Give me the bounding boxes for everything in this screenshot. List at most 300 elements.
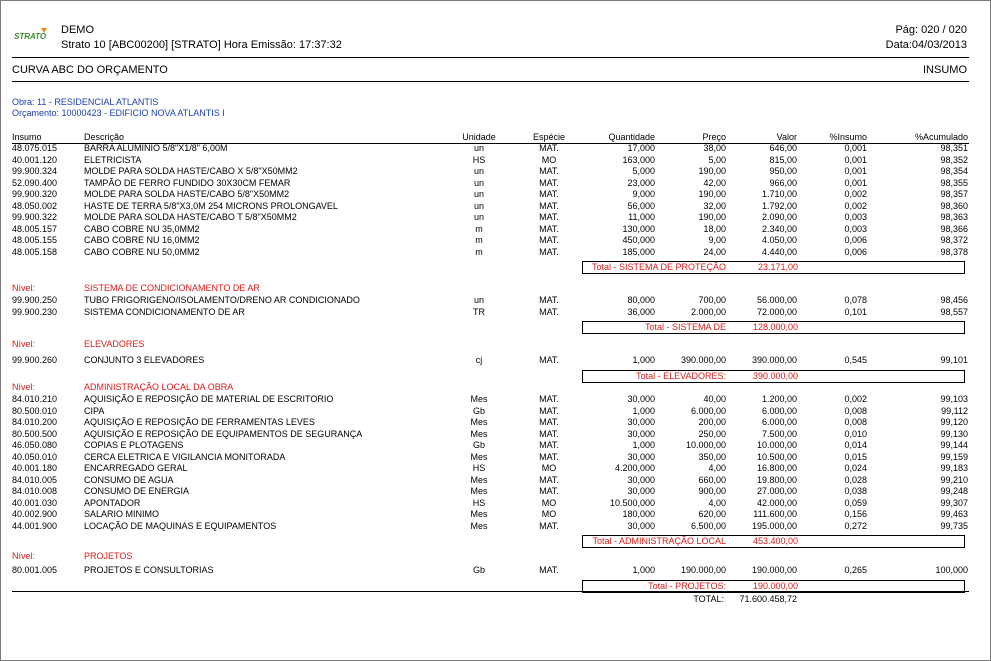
cell-quantity: 163,000 — [622, 154, 655, 165]
cell-pct-acumulado: 99,463 — [940, 509, 968, 519]
cell-quantity: 30,000 — [627, 451, 655, 462]
cell-value: 6.000,00 — [761, 405, 797, 416]
cell-pct-acumulado: 98,456 — [940, 295, 968, 305]
cell-price: 10.000,00 — [685, 440, 726, 450]
cell-quantity: 23,000 — [627, 177, 655, 188]
cell-price: 190,00 — [698, 166, 726, 176]
group-total-box — [582, 535, 965, 548]
table-row — [0, 498, 991, 510]
cell-description: CABO COBRE NU 50,0MM2 — [84, 246, 200, 257]
cell-quantity: 1,000 — [632, 565, 655, 575]
cell-quantity: 1,000 — [632, 355, 655, 365]
cell-unit: m — [475, 235, 483, 245]
cell-insumo-code: 40.001.120 — [12, 154, 58, 165]
cell-especie: MAT. — [539, 565, 559, 575]
cell-pct-acumulado: 98,354 — [940, 166, 968, 176]
col-especie: Espécie — [532, 132, 566, 142]
cell-unit: Mes — [470, 474, 488, 485]
table-row — [0, 429, 991, 441]
cell-description: MOLDE PARA SOLDA HASTE/CABO 5/8"X50MM2 — [84, 189, 290, 199]
cell-pct-insumo: 0,101 — [844, 306, 867, 317]
cell-pct-insumo: 0,008 — [844, 417, 867, 427]
cell-pct-insumo: 0,002 — [844, 394, 867, 404]
table-row — [0, 189, 991, 201]
cell-value: 7.500,00 — [761, 428, 797, 439]
cell-pct-insumo: 0,024 — [844, 463, 867, 473]
cell-unit: cj — [475, 355, 483, 365]
cell-insumo-code: 40.002.900 — [12, 509, 58, 519]
group-total-value: 453.400,00 — [752, 536, 798, 546]
cell-description: AQUISIÇÃO E REPOSIÇÃO DE FERRAMENTAS LEVES — [84, 417, 315, 427]
cell-pct-acumulado: 98,352 — [940, 154, 968, 165]
cell-pct-acumulado: 99,144 — [940, 440, 968, 450]
cell-pct-insumo: 0,006 — [844, 235, 867, 245]
cell-pct-acumulado: 98,372 — [940, 235, 968, 245]
cell-pct-acumulado: 98,378 — [940, 246, 968, 257]
cell-pct-insumo: 0,265 — [844, 565, 867, 575]
cell-especie: MAT. — [539, 451, 559, 462]
report-date: Data:04/03/2013 — [885, 39, 967, 51]
cell-insumo-code: 52.090.400 — [12, 177, 58, 188]
table-row — [0, 475, 991, 487]
cell-unit: Mes — [470, 451, 488, 462]
grand-total-label: TOTAL: — [693, 594, 724, 604]
cell-insumo-code: 99.900.320 — [12, 189, 58, 199]
cell-quantity: 1,000 — [632, 440, 655, 450]
group-total-label: Total - SISTEMA DE — [644, 322, 726, 332]
group-total-value: 23.171,00 — [757, 262, 798, 272]
cell-quantity: 17,000 — [627, 143, 655, 153]
cell-value: 10.500,00 — [756, 451, 797, 462]
cell-insumo-code: 48.005.155 — [12, 235, 58, 245]
cell-especie: MAT. — [539, 440, 559, 450]
table-row — [0, 509, 991, 521]
cell-unit: HS — [472, 463, 486, 473]
table-row — [0, 235, 991, 247]
cell-value: 195.000,00 — [751, 520, 797, 531]
company-name: DEMO — [61, 24, 94, 36]
cell-quantity: 130,000 — [622, 223, 655, 234]
cell-value: 6.000,00 — [761, 417, 797, 427]
cell-unit: HS — [472, 497, 486, 508]
cell-insumo-code: 44.001.900 — [12, 520, 58, 531]
cell-pct-insumo: 0,003 — [844, 223, 867, 234]
cell-unit: m — [475, 246, 483, 257]
cell-insumo-code: 84.010.210 — [12, 394, 58, 404]
cell-especie: MAT. — [539, 295, 559, 305]
cell-price: 40,00 — [703, 394, 726, 404]
table-row — [0, 355, 991, 367]
cell-insumo-code: 84.010.008 — [12, 486, 58, 496]
table-row — [0, 295, 991, 307]
table-row — [0, 143, 991, 155]
cell-description: BARRA ALUMINIO 5/8"X1/8" 6,00M — [84, 143, 228, 153]
cell-value: 2.090,00 — [761, 212, 797, 222]
cell-pct-insumo: 0,059 — [844, 497, 867, 508]
cell-pct-acumulado: 98,363 — [940, 212, 968, 222]
table-row — [0, 224, 991, 236]
cell-insumo-code: 84.010.005 — [12, 474, 58, 485]
cell-unit: Mes — [470, 394, 488, 404]
cell-insumo-code: 99.900.322 — [12, 212, 58, 222]
cell-unit: un — [473, 212, 484, 222]
cell-value: 190.000,00 — [751, 565, 797, 575]
cell-insumo-code: 40.001.030 — [12, 497, 58, 508]
cell-pct-insumo: 0,001 — [844, 143, 867, 153]
cell-unit: Mes — [470, 428, 488, 439]
cell-description: COPIAS E PLOTAGENS — [84, 440, 184, 450]
cell-insumo-code: 48.005.157 — [12, 223, 58, 234]
cell-unit: Mes — [470, 520, 488, 531]
cell-description: SISTEMA CONDICIONAMENTO DE AR — [84, 306, 245, 317]
cell-value: 2.340,00 — [761, 223, 797, 234]
cell-pct-insumo: 0,003 — [844, 212, 867, 222]
cell-description: PROJETOS E CONSULTORIAS — [84, 565, 214, 575]
cell-quantity: 30,000 — [627, 428, 655, 439]
cell-insumo-code: 48.075.015 — [12, 143, 58, 153]
cell-pct-acumulado: 98,357 — [940, 189, 968, 199]
cell-unit: Mes — [470, 486, 488, 496]
cell-description: CONSUMO DE AGUA — [84, 474, 174, 485]
nivel-name: ELEVADORES — [84, 339, 145, 349]
cell-pct-insumo: 0,006 — [844, 246, 867, 257]
table-row — [0, 394, 991, 406]
cell-value: 16.800,00 — [756, 463, 797, 473]
cell-quantity: 9,000 — [632, 189, 655, 199]
cell-pct-acumulado: 99,130 — [940, 428, 968, 439]
grand-total-value: 71.600.458,72 — [739, 594, 797, 604]
col-descricao: Descrição — [84, 132, 125, 142]
cell-description: CIPA — [84, 405, 105, 416]
group-total-box — [582, 321, 965, 334]
cell-quantity: 185,000 — [622, 246, 655, 257]
cell-pct-acumulado: 99,183 — [940, 463, 968, 473]
cell-especie: MAT. — [539, 223, 559, 234]
cell-quantity: 30,000 — [627, 486, 655, 496]
cell-especie: MAT. — [539, 486, 559, 496]
table-row — [0, 201, 991, 213]
cell-especie: MAT. — [539, 405, 559, 416]
cell-price: 42,00 — [703, 177, 726, 188]
col-unidade: Unidade — [462, 132, 496, 142]
table-row — [0, 521, 991, 533]
cell-price: 24,00 — [703, 246, 726, 257]
cell-pct-acumulado: 99,159 — [940, 451, 968, 462]
group-total-label: Total - ADMINISTRAÇÃO LOCAL — [592, 536, 726, 546]
cell-insumo-code: 99.900.324 — [12, 166, 58, 176]
orcamento-line: Orçamento: 10000423 - EDIFICIO NOVA ATLANTIS I — [12, 108, 225, 118]
cell-price: 200,00 — [698, 417, 726, 427]
cell-price: 5,00 — [708, 154, 726, 165]
cell-insumo-code: 99.900.250 — [12, 295, 58, 305]
group-total-label: Total - ELEVADORES: — [636, 370, 726, 381]
cell-insumo-code: 40.050.010 — [12, 451, 58, 462]
cell-quantity: 80,000 — [627, 295, 655, 305]
column-header-row — [0, 132, 991, 144]
cell-pct-acumulado: 98,355 — [940, 177, 968, 188]
cell-quantity: 30,000 — [627, 417, 655, 427]
group-total-box — [582, 261, 965, 274]
group-total-value: 390.000,00 — [752, 370, 798, 381]
cell-pct-insumo: 0,001 — [844, 166, 867, 176]
table-row — [0, 452, 991, 464]
cell-unit: Mes — [470, 509, 488, 519]
cell-value: 815,00 — [769, 154, 797, 165]
cell-value: 950,00 — [769, 166, 797, 176]
cell-value: 4.050,00 — [761, 235, 797, 245]
cell-description: APONTADOR — [84, 497, 141, 508]
cell-especie: MAT. — [539, 306, 559, 317]
cell-especie: MAT. — [539, 428, 559, 439]
cell-price: 6.500,00 — [690, 520, 726, 531]
cell-quantity: 5,000 — [632, 166, 655, 176]
cell-insumo-code: 84.010.200 — [12, 417, 58, 427]
cell-value: 966,00 — [769, 177, 797, 188]
system-line: Strato 10 [ABC00200] [STRATO] Hora Emissão: 17:37:32 — [61, 39, 342, 51]
cell-pct-acumulado: 99,307 — [940, 497, 968, 508]
cell-pct-acumulado: 99,248 — [940, 486, 968, 496]
page-number: Pág: 020 / 020 — [895, 24, 967, 36]
cell-pct-acumulado: 99,120 — [940, 417, 968, 427]
cell-quantity: 180,000 — [622, 509, 655, 519]
report-title: CURVA ABC DO ORÇAMENTO — [12, 64, 168, 76]
cell-pct-insumo: 0,078 — [844, 295, 867, 305]
cell-especie: MO — [541, 463, 557, 473]
cell-value: 72.000,00 — [756, 306, 797, 317]
cell-pct-insumo: 0,038 — [844, 486, 867, 496]
cell-value: 1.792,00 — [761, 200, 797, 211]
cell-pct-acumulado: 98,366 — [940, 223, 968, 234]
cell-description: MOLDE PARA SOLDA HASTE/CABO X 5/8"X50MM2 — [84, 166, 298, 176]
cell-unit: un — [473, 189, 484, 199]
cell-pct-insumo: 0,001 — [844, 177, 867, 188]
cell-price: 620,00 — [698, 509, 726, 519]
cell-description: AQUISIÇÃO E REPOSIÇÃO DE MATERIAL DE ESCRITORIO — [84, 394, 334, 404]
cell-price: 6.000,00 — [690, 405, 726, 416]
cell-price: 700,00 — [698, 295, 726, 305]
cell-pct-insumo: 0,028 — [844, 474, 867, 485]
cell-unit: m — [475, 223, 483, 234]
cell-price: 900,00 — [698, 486, 726, 496]
cell-description: AQUISIÇÃO E REPOSIÇÃO DE EQUIPAMENTOS DE SEGURANÇA — [84, 428, 363, 439]
nivel-name: SISTEMA DE CONDICIONAMENTO DE AR — [84, 283, 260, 293]
cell-pct-acumulado: 100,000 — [935, 565, 968, 575]
cell-pct-acumulado: 99,101 — [940, 355, 968, 365]
col-pct-insumo: %Insumo — [829, 132, 867, 142]
cell-pct-acumulado: 99,210 — [940, 474, 968, 485]
cell-pct-acumulado: 98,360 — [940, 200, 968, 211]
table-row — [0, 565, 991, 577]
cell-pct-insumo: 0,002 — [844, 200, 867, 211]
cell-especie: MAT. — [539, 189, 559, 199]
cell-unit: un — [473, 166, 484, 176]
nivel-name: PROJETOS — [84, 551, 133, 561]
group-total-box — [582, 370, 965, 383]
cell-description: ENCARREGADO GERAL — [84, 463, 188, 473]
nivel-label: Nível: — [12, 551, 36, 561]
table-row — [0, 406, 991, 418]
cell-pct-insumo: 0,008 — [844, 405, 867, 416]
col-preco: Preço — [702, 132, 726, 142]
cell-pct-insumo: 0,272 — [844, 520, 867, 531]
cell-pct-insumo: 0,015 — [844, 451, 867, 462]
cell-quantity: 450,000 — [622, 235, 655, 245]
logo-text: STRATO — [14, 32, 47, 41]
cell-especie: MAT. — [539, 520, 559, 531]
cell-especie: MAT. — [539, 177, 559, 188]
strato-logo — [13, 26, 51, 42]
cell-price: 32,00 — [703, 200, 726, 211]
cell-price: 38,00 — [703, 143, 726, 153]
cell-insumo-code: 80.500.010 — [12, 405, 58, 416]
cell-especie: MAT. — [539, 166, 559, 176]
nivel-label: Nível: — [12, 283, 36, 293]
cell-insumo-code: 99.900.260 — [12, 355, 58, 365]
cell-quantity: 1,000 — [632, 405, 655, 416]
cell-insumo-code: 99.900.230 — [12, 306, 58, 317]
cell-especie: MO — [541, 509, 557, 519]
nivel-label: Nível: — [12, 339, 36, 349]
cell-quantity: 36,000 — [627, 306, 655, 317]
cell-price: 350,00 — [698, 451, 726, 462]
cell-description: CERCA ELETRICA E VIGILANCIA MONITORADA — [84, 451, 286, 462]
cell-insumo-code: 46.050.080 — [12, 440, 58, 450]
cell-value: 1.710,00 — [761, 189, 797, 199]
cell-unit: un — [473, 200, 484, 211]
cell-value: 111.600,00 — [753, 509, 797, 519]
cell-unit: un — [473, 177, 484, 188]
cell-especie: MAT. — [539, 200, 559, 211]
cell-price: 390.000,00 — [680, 355, 726, 365]
cell-especie: MO — [541, 154, 557, 165]
cell-especie: MAT. — [539, 143, 559, 153]
cell-quantity: 10.500,000 — [609, 497, 655, 508]
table-row — [0, 166, 991, 178]
cell-price: 2.000,00 — [690, 306, 726, 317]
cell-description: ELETRICISTA — [84, 154, 142, 165]
cell-value: 646,00 — [769, 143, 797, 153]
cell-description: HASTE DE TERRA 5/8"X3,0M 254 MICRONS PROLONGAVEL — [84, 200, 338, 211]
cell-quantity: 4.200,000 — [614, 463, 655, 473]
cell-pct-acumulado: 99,735 — [940, 520, 968, 531]
table-row — [0, 178, 991, 190]
nivel-label: Nível: — [12, 382, 36, 392]
cell-price: 250,00 — [698, 428, 726, 439]
cell-unit: Gb — [472, 405, 485, 416]
cell-pct-acumulado: 98,557 — [940, 306, 968, 317]
cell-pct-insumo: 0,001 — [844, 154, 867, 165]
cell-especie: MAT. — [539, 235, 559, 245]
group-total-label: Total - PROJETOS: — [648, 580, 726, 591]
group-total-label: Total - SISTEMA DE PROTEÇÃO — [591, 262, 726, 272]
group-total-value: 190.000,00 — [752, 580, 798, 591]
cell-unit: Mes — [470, 417, 488, 427]
cell-quantity: 30,000 — [627, 394, 655, 404]
cell-value: 42.000,00 — [756, 497, 797, 508]
col-insumo: Insumo — [12, 132, 42, 142]
cell-pct-insumo: 0,156 — [844, 509, 867, 519]
cell-especie: MAT. — [539, 394, 559, 404]
cell-description: CABO COBRE NU 16,0MM2 — [84, 235, 200, 245]
cell-value: 10.000,00 — [756, 440, 797, 450]
obra-line: Obra: 11 - RESIDENCIAL ATLANTIS — [12, 97, 159, 107]
col-valor: Valor — [776, 132, 797, 142]
cell-insumo-code: 80.500.500 — [12, 428, 58, 439]
table-row — [0, 417, 991, 429]
cell-insumo-code: 80.001.005 — [12, 565, 58, 575]
cell-especie: MAT. — [539, 212, 559, 222]
cell-insumo-code: 48.050.002 — [12, 200, 58, 211]
report-type: INSUMO — [923, 64, 967, 76]
cell-price: 190,00 — [698, 212, 726, 222]
cell-quantity: 11,000 — [628, 212, 655, 222]
cell-price: 18,00 — [703, 223, 726, 234]
cell-insumo-code: 40.001.180 — [12, 463, 58, 473]
table-row — [0, 440, 991, 452]
cell-pct-acumulado: 99,103 — [940, 394, 968, 404]
cell-description: SALARIO MINIMO — [84, 509, 160, 519]
cell-quantity: 30,000 — [627, 520, 655, 531]
grand-total-rule — [12, 591, 969, 592]
cell-especie: MAT. — [539, 474, 559, 485]
cell-pct-acumulado: 98,351 — [940, 143, 968, 153]
group-total-value: 128.000,00 — [752, 322, 798, 332]
table-row — [0, 463, 991, 475]
cell-especie: MAT. — [539, 417, 559, 427]
table-row — [0, 486, 991, 498]
header-rule-bottom — [12, 81, 969, 82]
cell-value: 27.000,00 — [756, 486, 797, 496]
cell-price: 4,00 — [708, 463, 726, 473]
cell-value: 56.000,00 — [756, 295, 797, 305]
cell-unit: Gb — [472, 440, 485, 450]
cell-especie: MAT. — [539, 246, 559, 257]
cell-description: TAMPÃO DE FERRO FUNDIDO 30X30CM FEMAR — [84, 177, 291, 188]
cell-quantity: 56,000 — [627, 200, 655, 211]
cell-value: 1.200,00 — [761, 394, 797, 404]
cell-pct-insumo: 0,010 — [844, 428, 867, 439]
col-pct-acumulado: %Acumulado — [914, 132, 968, 142]
cell-price: 190.000,00 — [680, 565, 726, 575]
cell-unit: un — [473, 295, 484, 305]
cell-especie: MAT. — [539, 355, 559, 365]
cell-pct-insumo: 0,014 — [844, 440, 867, 450]
cell-especie: MO — [541, 497, 557, 508]
cell-price: 9,00 — [708, 235, 726, 245]
header-rule-top — [12, 57, 969, 58]
cell-price: 190,00 — [698, 189, 726, 199]
cell-description: MOLDE PARA SOLDA HASTE/CABO T 5/8"X50MM2 — [84, 212, 297, 222]
cell-description: TUBO FRIGORIGENO/ISOLAMENTO/DRENO AR CONDICIONADO — [84, 295, 360, 305]
cell-description: CABO COBRE NU 35,0MM2 — [84, 223, 200, 234]
cell-value: 390.000,00 — [751, 355, 797, 365]
cell-description: CONSUMO DE ENERGIA — [84, 486, 190, 496]
cell-value: 4.440,00 — [761, 246, 797, 257]
cell-unit: Gb — [472, 565, 485, 575]
table-row — [0, 212, 991, 224]
cell-price: 660,00 — [698, 474, 726, 485]
cell-pct-insumo: 0,545 — [844, 355, 867, 365]
col-quantidade: Quantidade — [608, 132, 655, 142]
cell-unit: HS — [472, 154, 486, 165]
cell-description: CONJUNTO 3 ELEVADORES — [84, 355, 205, 365]
cell-unit: TR — [473, 306, 485, 317]
cell-quantity: 30,000 — [627, 474, 655, 485]
cell-unit: un — [473, 143, 484, 153]
cell-price: 4,00 — [708, 497, 726, 508]
cell-insumo-code: 48.005.158 — [12, 246, 58, 257]
table-row — [0, 247, 991, 259]
